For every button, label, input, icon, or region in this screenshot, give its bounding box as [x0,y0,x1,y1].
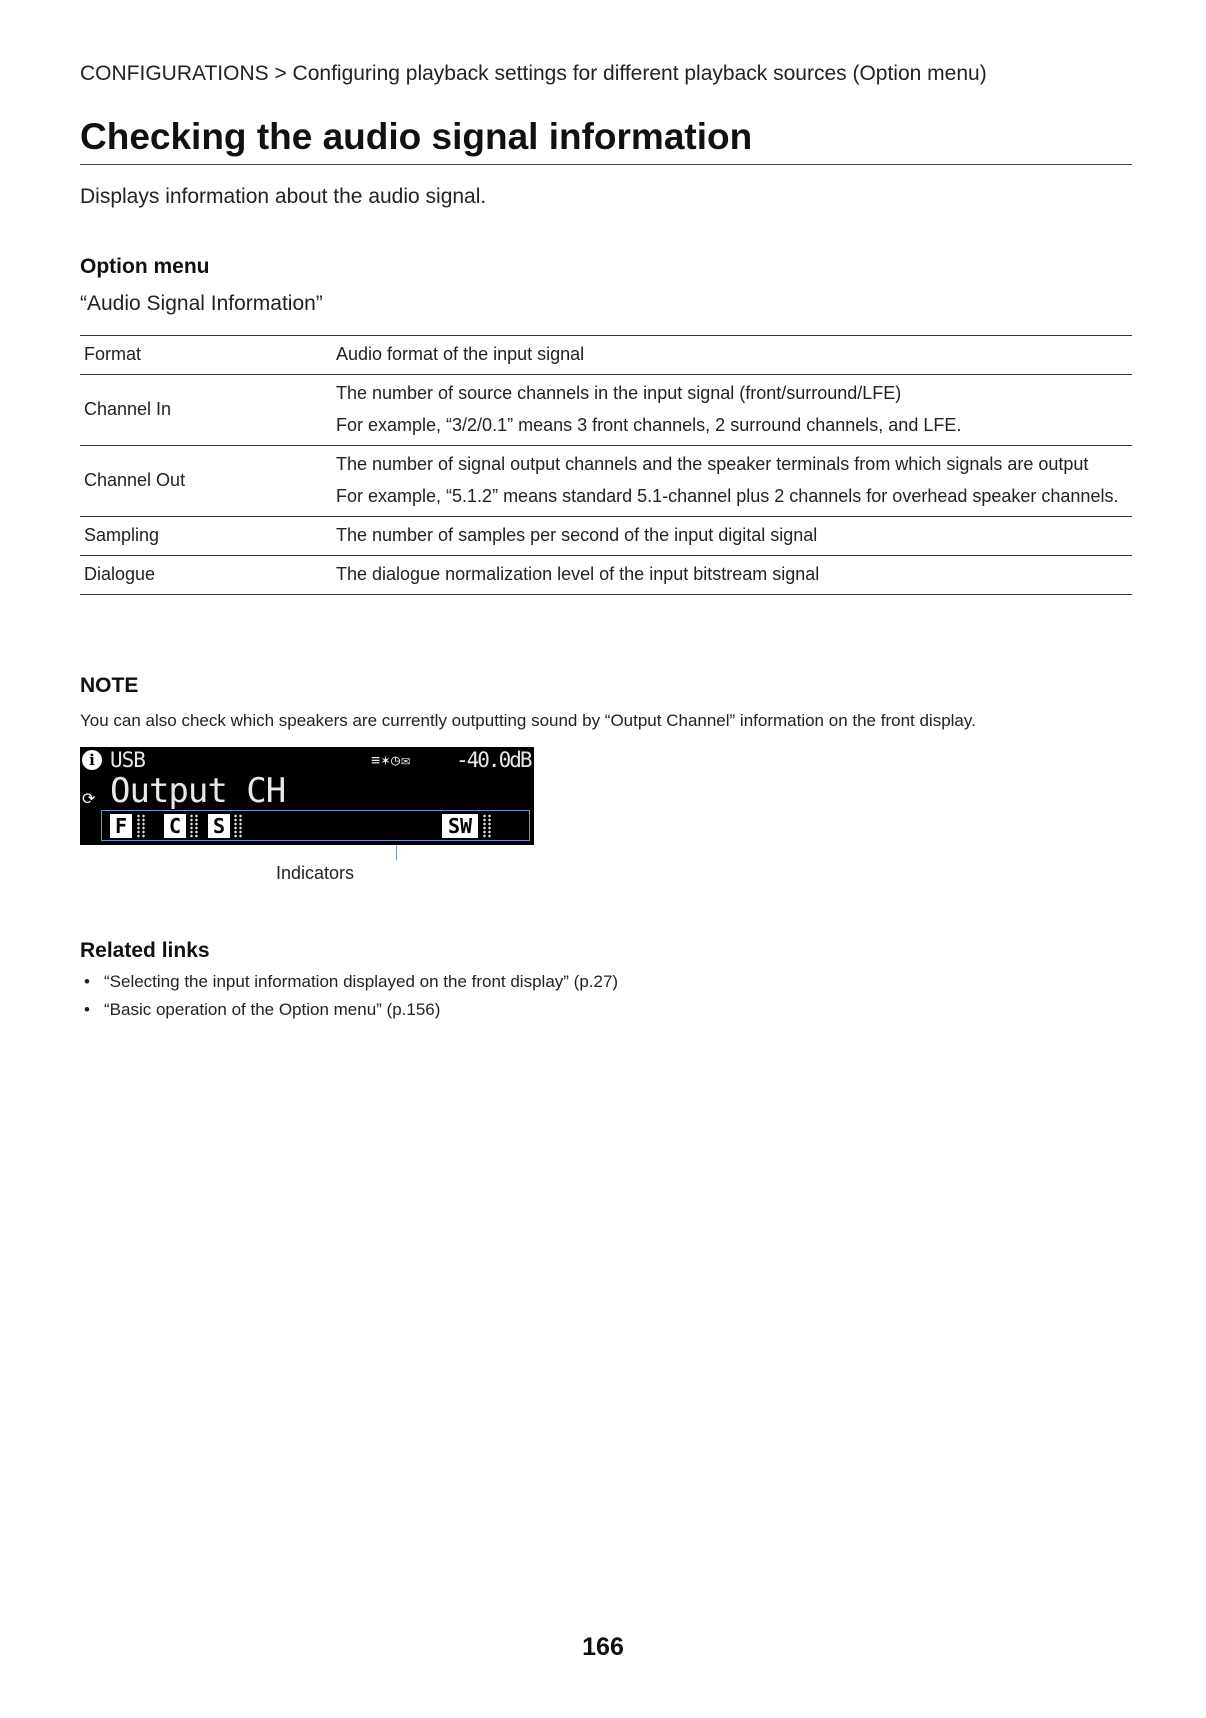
table-value [332,375,1132,446]
table-key: Sampling [80,517,332,556]
table-value [332,556,1132,595]
callout-line [396,845,397,860]
intro-text: Displays information about the audio signal. [80,185,487,208]
value-line: For example, “3/2/0.1” means 3 front channels, 2 surround channels, and LFE. [336,415,962,435]
table-key: Channel Out [80,446,332,517]
table-row [80,517,1132,556]
option-menu-name: “Audio Signal Information” [80,292,323,315]
page-number: 166 [582,1633,624,1661]
note-heading: NOTE [80,674,139,697]
value-line: The number of signal output channels and the speaker terminals from which signals are output [336,454,1089,474]
option-menu-heading: Option menu [80,255,210,278]
table-key: Format [80,336,332,375]
indicator-front: F [110,814,132,838]
related-links-list [80,968,618,1024]
title-divider [80,164,1132,165]
callout-label: Indicators [276,863,355,883]
value-line: Audio format of the input signal [336,344,585,364]
table-row [80,556,1132,595]
related-link[interactable]: • “Basic operation of the Option menu” (p.156) [80,996,618,1024]
value-line: The number of samples per second of the input digital signal [336,525,818,545]
breadcrumb: CONFIGURATIONS > Configuring playback settings for different playback sources (Option menu) [80,62,987,85]
table-key: Dialogue [80,556,332,595]
table-value [332,446,1132,517]
display-volume: -40.0dB [456,748,531,772]
indicator-dots [482,814,492,838]
indicator-dots [189,814,199,838]
info-icon: i [82,750,102,770]
indicator-highlight-box [101,810,530,841]
table-row [80,446,1132,517]
value-line: The number of source channels in the input signal (front/surround/LFE) [336,383,902,403]
display-source: USB [110,748,145,772]
indicator-subwoofer: SW [442,814,478,838]
status-icons: ≡✶◷✉ [371,751,412,769]
related-links-heading: Related links [80,939,210,962]
table-row [80,336,1132,375]
page-title: Checking the audio signal information [80,116,753,157]
display-screen-title: Output CH [110,771,286,811]
indicator-surround: S [208,814,230,838]
front-display-illustration [80,747,534,845]
related-link[interactable]: • “Selecting the input information displayed on the front display” (p.27) [80,968,618,996]
cycle-arrows-icon: ⟳ [82,789,96,808]
value-line: For example, “5.1.2” means standard 5.1-channel plus 2 channels for overhead speaker channels. [336,486,1119,506]
note-text: You can also check which speakers are currently outputting sound by “Output Channel” information on the front display. [80,711,976,730]
value-line: The dialogue normalization level of the input bitstream signal [336,564,820,584]
indicator-center: C [164,814,186,838]
table-row [80,375,1132,446]
table-value [332,336,1132,375]
table-value [332,517,1132,556]
signal-info-table [80,335,1132,595]
table-key: Channel In [80,375,332,446]
indicator-dots [233,814,243,838]
indicator-dots [136,814,146,838]
